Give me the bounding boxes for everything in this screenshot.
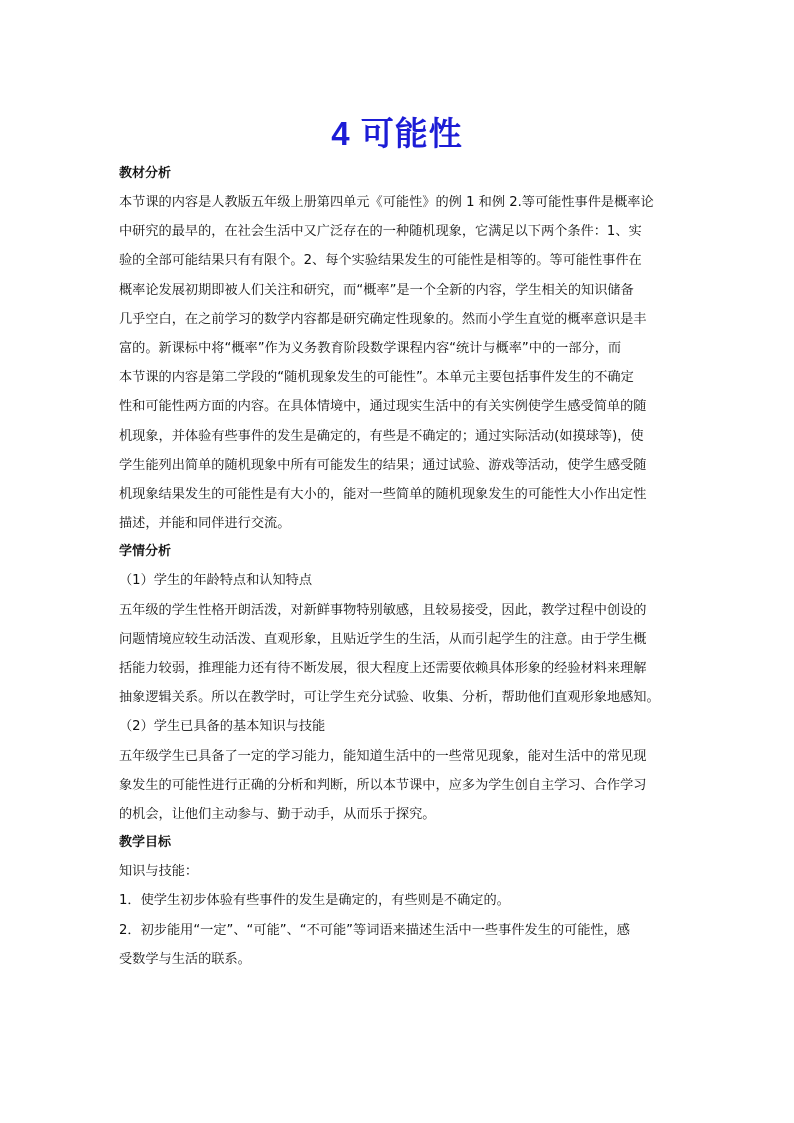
text-line: 性和可能性两方面的内容。在具体情境中，通过现实生活中的有关实例使学生感受简单的随 [119,399,647,415]
text-line: 概率论发展初期即被人们关注和研究，而“概率”是一个全新的内容，学生相关的知识储备 [119,282,634,298]
text-line: 描述，并能和同伴进行交流。 [119,516,291,532]
text-line: 象发生的可能性进行正确的分析和判断，所以本节课中，应多为学生创自主学习、合作学习 [119,777,647,793]
text-line: 本节课的内容是第二学段的“随机现象发生的可能性”。本单元主要包括事件发生的不确定 [119,370,634,386]
text-line: 机现象，并体验有些事件的发生是确定的，有些是不确定的；通过实际活动(如摸球等)，使 [119,428,644,444]
text-line: 富的。新课标中将“概率”作为义务教育阶段数学课程内容“统计与概率”中的一部分，而 [119,341,622,357]
subheading-knowledge-skills: 知识与技能： [119,864,199,880]
subheading-prior-knowledge: （2）学生已具备的基本知识与技能 [119,719,326,735]
text-line: 括能力较弱，推理能力还有待不断发展，很大程度上还需要依赖具体形象的经验材料来理解 [119,661,647,677]
teaching-goals-block [119,857,677,974]
text-line: 几乎空白，在之前学习的数学内容都是研究确定性现象的。然而小学生直觉的概率意识是丰 [119,311,647,327]
page-title: 4 可能性 [331,115,463,152]
text-line: 本节课的内容是人教版五年级上册第四单元《可能性》的例 1 和例 2.等可能性事件是概率论 [119,195,654,210]
text-line: 机现象结果发生的可能性是有大小的，能对一些简单的随机现象发生的可能性大小作出定性 [119,487,647,503]
text-line: 中研究的最早的，在社会生活中又广泛存在的一种随机现象，它满足以下两个条件：1、实 [119,224,642,240]
text-line: 学生能列出简单的随机现象中所有可能发生的结果；通过试验、游戏等活动，使学生感受随 [119,457,647,473]
goal-item-1: 1．使学生初步体验有些事件的发生是确定的，有些则是不确定的。 [119,893,510,909]
section-heading-teaching-goals: 教学目标 [119,835,172,851]
text-line: 抽象逻辑关系。所以在教学时，可让学生充分试验、收集、分析，帮助他们直观形象地感知。 [119,690,660,706]
goal-item-2-line-2: 受数学与生活的联系。 [119,951,251,967]
student-analysis-block [119,566,677,829]
text-line: 的机会，让他们主动参与、勤于动手，从而乐于探究。 [119,807,436,823]
document-body [119,160,677,974]
material-analysis-paragraph [119,188,677,538]
subheading-age-traits: （1）学生的年龄特点和认知特点 [119,573,313,589]
text-line: 五年级的学生性格开朗活泼，对新鲜事物特别敏感，且较易接受，因此，教学过程中创设的 [119,602,647,618]
section-heading-material-analysis: 教材分析 [119,166,172,181]
section-heading-student-analysis: 学情分析 [119,544,172,560]
text-line: 验的全部可能结果只有有限个。2、每个实验结果发生的可能性是相等的。等可能性事件在 [119,253,642,269]
text-line: 问题情境应较生动活泼、直观形象，且贴近学生的生活，从而引起学生的注意。由于学生概 [119,631,647,647]
goal-item-2-line-1: 2．初步能用“一定”、“可能”、“不可能”等词语来描述生活中一些事件发生的可能性，感 [119,922,630,938]
text-line: 五年级学生已具备了一定的学习能力，能知道生活中的一些常见现象，能对生活中的常见现 [119,748,647,764]
